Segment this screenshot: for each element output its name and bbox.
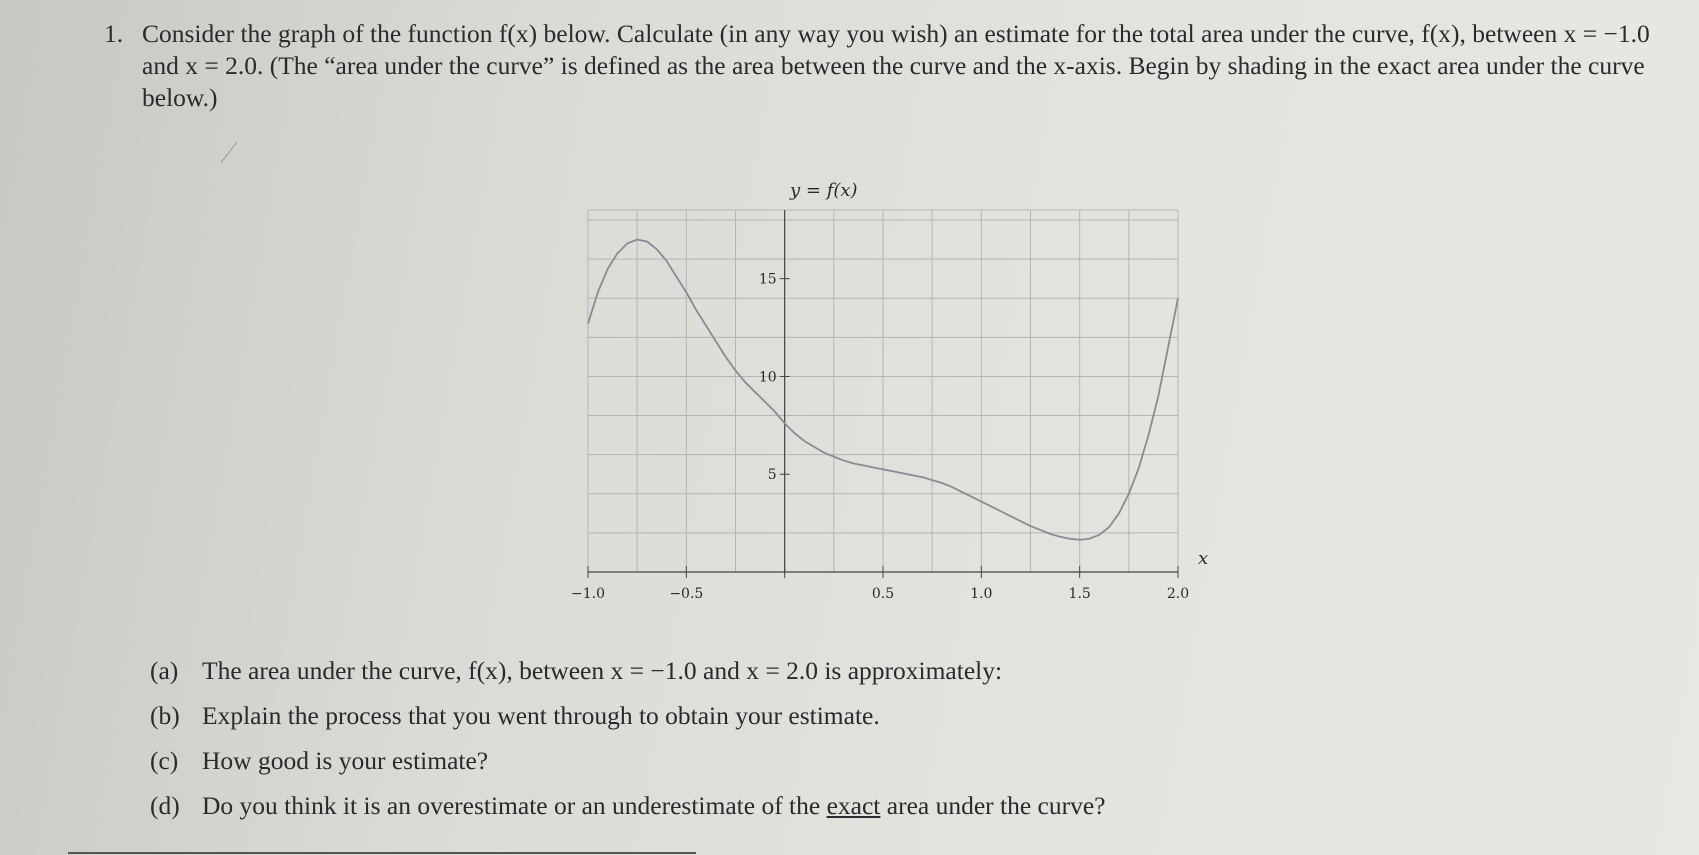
x-tick-label: 1.0 (970, 586, 993, 602)
part-d (150, 783, 1106, 828)
x-tick-label: 0.5 (871, 586, 895, 602)
x-tick-label: 2.0 (1166, 586, 1190, 602)
part-c (150, 738, 1106, 783)
part-d-text-post: area under the curve? (880, 791, 1106, 820)
y-tick-label: 10 (758, 369, 777, 386)
function-graph (560, 170, 1209, 610)
part-c-label: (c) (150, 746, 179, 775)
part-a (150, 648, 1106, 693)
part-d-label: (d) (150, 791, 180, 820)
part-a-label: (a) (150, 656, 179, 685)
part-c-text: How good is your estimate? (202, 746, 489, 775)
question-parts (150, 648, 1106, 828)
part-d-text-pre: Do you think it is an overestimate or an underestimate of the (202, 791, 827, 820)
x-tick-label: −1.0 (571, 586, 605, 602)
problem-number: 1. (104, 19, 124, 48)
part-b (150, 693, 1106, 738)
graph-svg (560, 170, 1209, 610)
bottom-rule (68, 852, 696, 854)
problem-text: Consider the graph of the function f(x) below. Calculate (in any way you wish) an estimate for the total area under the curve, f(x), between x = −1.0 and x = 2.0. (The “area under the curve” is defined as the area between the curve and the x-axis. Begin by shading in the exact area under the curve below.) (142, 19, 1650, 112)
y-tick-label: 15 (758, 271, 777, 288)
part-b-text: Explain the process that you went through to obtain your estimate. (202, 701, 880, 730)
x-tick-label: −0.5 (669, 586, 704, 602)
pen-mark (220, 142, 237, 163)
part-a-text: The area under the curve, f(x), between x = −1.0 and x = 2.0 is approximately: (202, 656, 1003, 685)
problem-statement (104, 18, 1664, 114)
part-b-label: (b) (150, 701, 180, 730)
x-axis-label: x (1198, 548, 1209, 569)
part-d-exact-underlined: exact (826, 791, 881, 820)
x-tick-label: 1.5 (1068, 586, 1091, 602)
y-tick-label: 5 (767, 467, 777, 484)
chart-title: y = f(x) (790, 180, 858, 201)
